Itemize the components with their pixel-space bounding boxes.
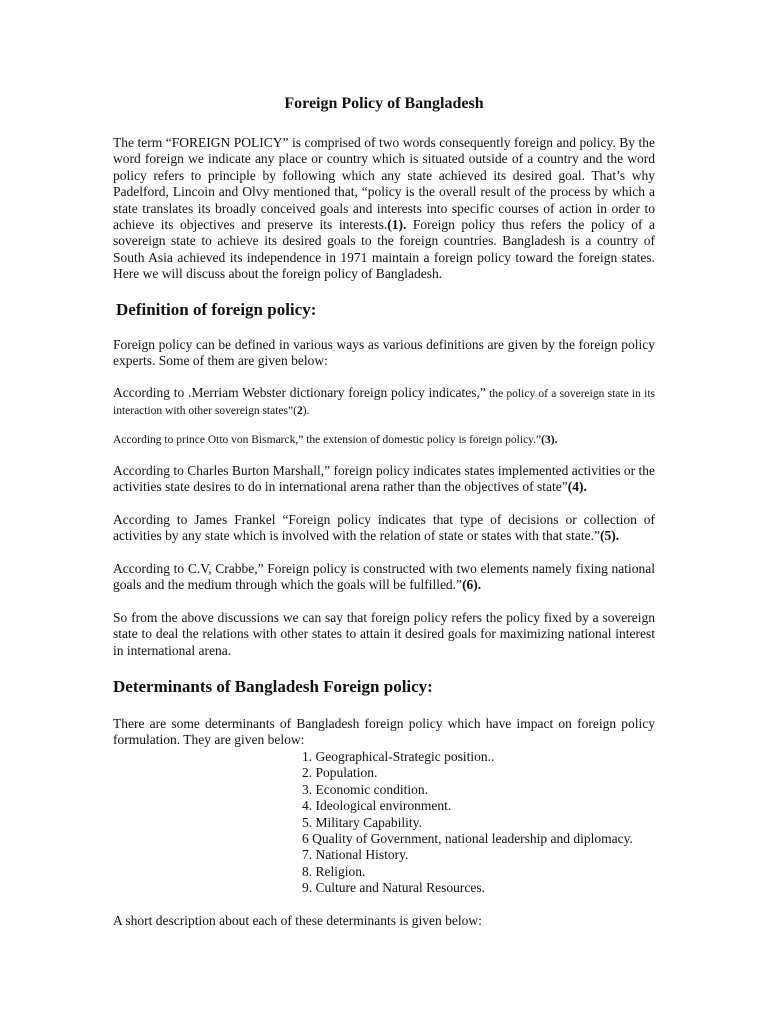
list-item: 1. Geographical-Strategic position.. — [302, 749, 495, 764]
determinants-heading: Determinants of Bangladesh Foreign policy: — [113, 677, 433, 696]
definition-bismarck — [113, 432, 655, 448]
definition-frankel-text: According to James Frankel “Foreign policy indicates that type of decisions or collection of activities by any state which is involved with the relation of state or states with that state.” — [113, 512, 655, 544]
document-title: Foreign Policy of Bangladesh — [284, 95, 484, 112]
definition-crabbe — [113, 561, 655, 594]
definition-webster — [113, 385, 655, 420]
definition-marshall-text: According to Charles Burton Marshall,” foreign policy indicates states implemented activities or the activities state desires to do in international arena rather than the objectives of state” — [113, 463, 655, 495]
intro-paragraph — [113, 135, 655, 283]
list-item: 7. National History. — [302, 847, 409, 863]
determinants-list — [302, 749, 633, 897]
list-item: 5. Military Capability. — [302, 814, 422, 830]
definition-heading: Definition of foreign policy: — [116, 300, 317, 319]
list-item: 3. Economic condition. — [302, 781, 428, 797]
definition-conclusion: So from the above discussions we can say that foreign policy refers the policy fixed by a sovereign state to deal the relations with other states to attain it desired goals for maximizing national interest in international arena. — [113, 610, 655, 658]
definition-crabbe-reference: (6). — [462, 577, 482, 593]
definition-frankel-reference: (5). — [600, 528, 620, 544]
list-item: 8. Religion. — [302, 863, 366, 879]
definition-webster-close: ). — [302, 405, 310, 418]
definition-crabbe-text: According to C.V, Crabbe,” Foreign policy is constructed with two elements namely fixing national goals and the medium through which the goals will be fulfilled.” — [113, 561, 655, 593]
list-item: 9. Culture and Natural Resources. — [302, 880, 485, 896]
intro-text: The term “FOREIGN POLICY” is comprised of two words consequently foreign and policy. By the word foreign we indicate any place or country which is situated outside of a country and the word policy refers to principle by following which any state achieved its desired goal. That’s why Padelford, Lincoin and Olvy mentioned that, “policy is the overall result of the process by which a state translates its broadly conceived goals and interests into specific courses of action in order to achieve its objectives and preserve its interests. — [113, 135, 655, 233]
definition-webster-quote: the policy of a sovereign state in its interaction with other sovereign states”( — [113, 388, 655, 418]
list-item: 6 Quality of Government, national leadership and diplomacy. — [302, 831, 633, 847]
definition-bismarck-reference: (3). — [541, 434, 558, 446]
definition-frankel — [113, 512, 655, 545]
definition-bismarck-text: According to prince Otto von Bismarck,” the extension of domestic policy is foreign policy.” — [113, 434, 542, 446]
intro-reference: (1). — [387, 217, 407, 233]
definition-webster-lead: According to .Merriam Webster dictionary foreign policy indicates,” — [113, 385, 486, 400]
list-item: 2. Population. — [302, 765, 378, 781]
list-item: 4. Ideological environment. — [302, 798, 452, 814]
definition-marshall — [113, 463, 655, 496]
definition-webster-reference: 2 — [296, 405, 303, 418]
determinants-closing: A short description about each of these determinants is given below: — [113, 913, 482, 928]
intro-text-continued: Foreign policy thus refers the policy of a sovereign state to achieve its desired goals to the foreign countries. Bangladesh is a country of South Asia achieved its independence in 1971 maintain a foreign policy toward the foreign states. Here we will discuss about the foreign policy of Bangladesh. — [113, 217, 655, 282]
definition-intro-paragraph: Foreign policy can be defined in various ways as various definitions are given by the foreign policy experts. Some of them are given below: — [113, 337, 655, 369]
determinants-intro-paragraph: There are some determinants of Bangladesh foreign policy which have impact on foreign policy formulation. They are given below: — [113, 716, 655, 748]
definition-marshall-reference: (4). — [567, 479, 587, 495]
